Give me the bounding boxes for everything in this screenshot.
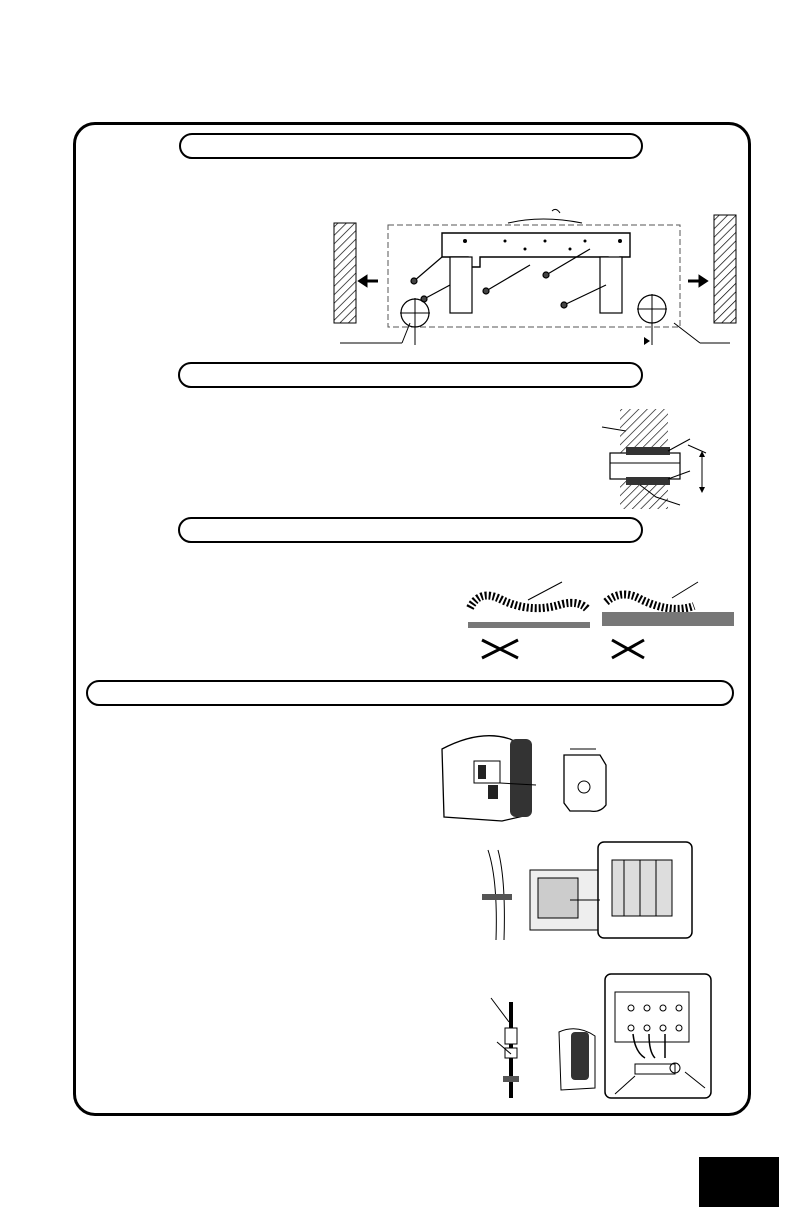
terminal-block-figure <box>440 830 712 950</box>
page-number-tab <box>699 1157 779 1207</box>
mounting-plate-figure <box>330 205 750 365</box>
wiring-detail-figure <box>485 972 715 1100</box>
section-heading-2 <box>178 362 643 388</box>
drain-hose-figure <box>462 578 742 660</box>
indoor-unit-cover-figure <box>440 725 620 825</box>
section-heading-1 <box>179 133 643 159</box>
wall-sleeve-figure <box>600 405 720 515</box>
section-heading-3 <box>178 517 643 543</box>
section-heading-4 <box>86 680 734 706</box>
